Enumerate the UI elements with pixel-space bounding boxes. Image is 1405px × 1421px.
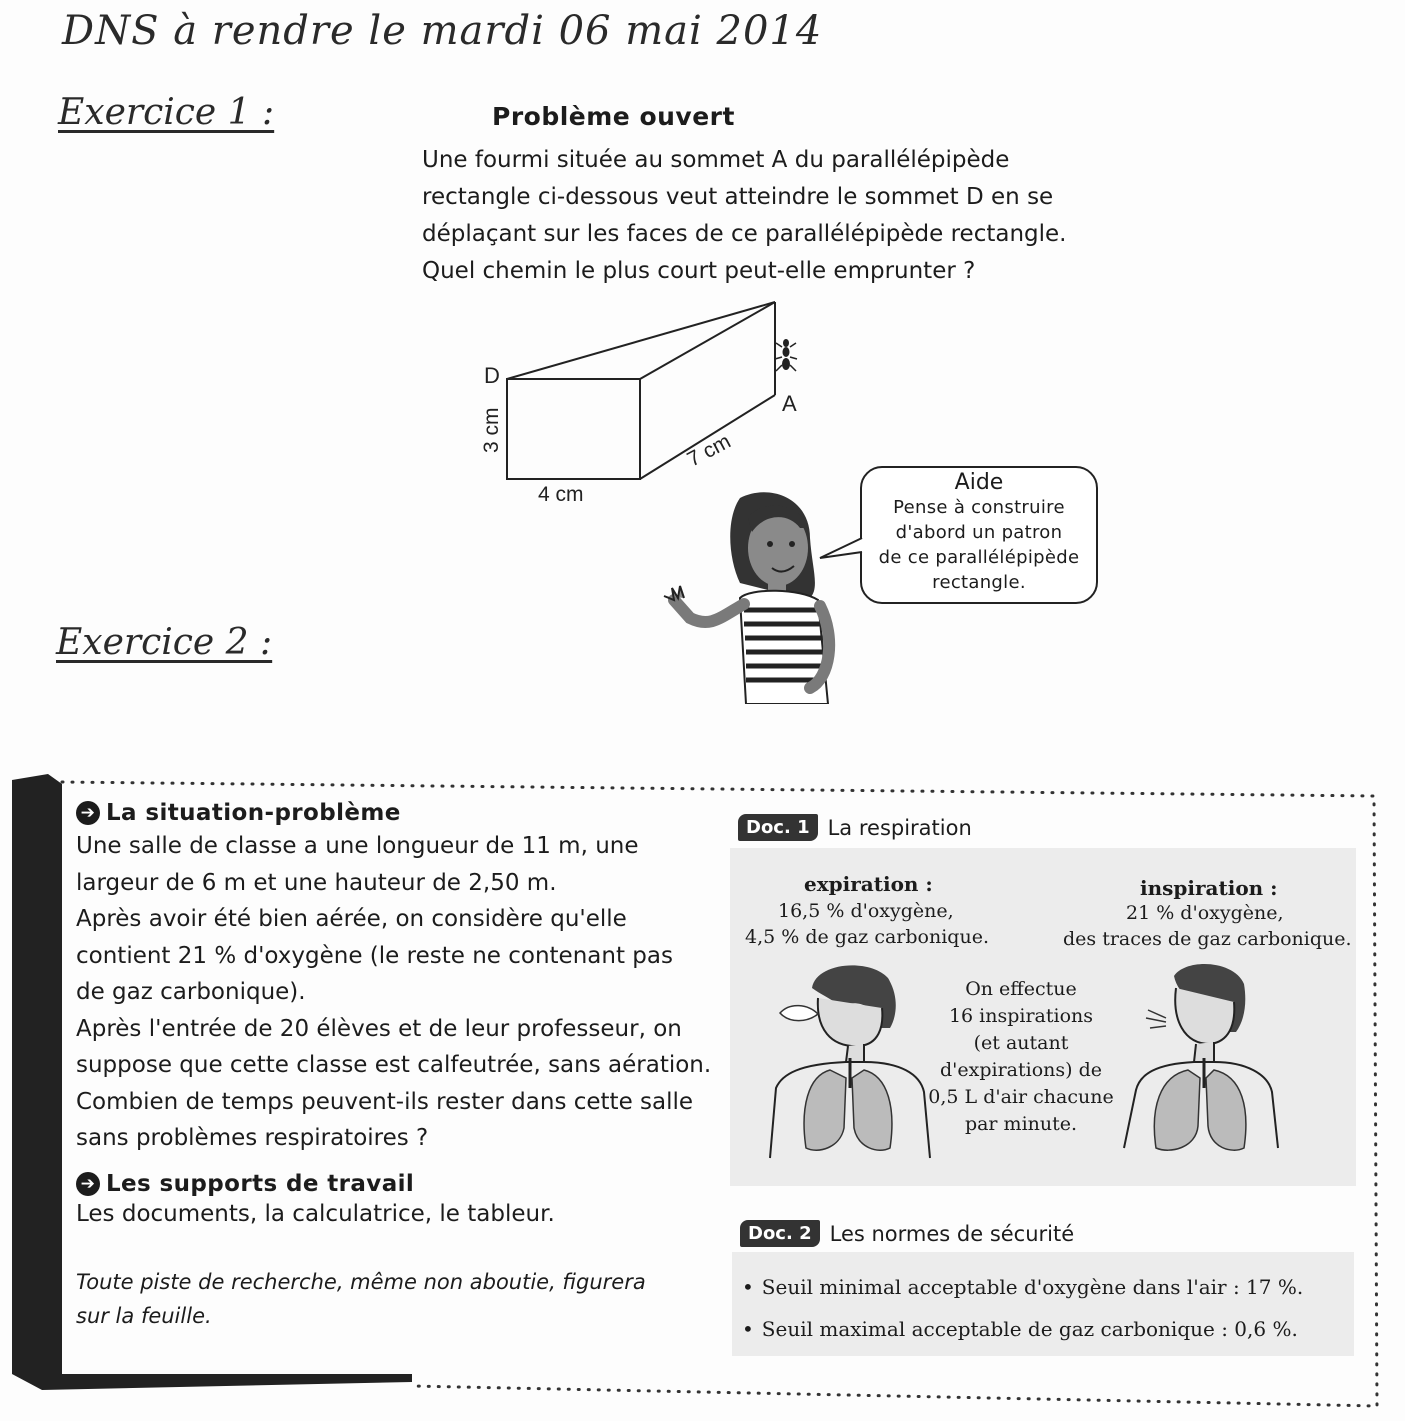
width-label: 4 cm bbox=[538, 483, 584, 506]
length-label: 7 cm bbox=[683, 429, 735, 472]
situation-line: Une salle de classe a une longueur de 11 m, une bbox=[76, 833, 639, 859]
vertex-a-label: A bbox=[782, 391, 797, 416]
vertex-d-label: D bbox=[484, 363, 500, 388]
supports-block bbox=[76, 1171, 716, 1227]
note-line: sur la feuille. bbox=[76, 1303, 212, 1328]
doc1-header bbox=[738, 814, 972, 841]
situation-line: Après avoir été bien aérée, on considère qu'elle bbox=[76, 906, 627, 932]
research-note bbox=[76, 1265, 716, 1333]
supports-heading bbox=[76, 1171, 716, 1197]
doc2-title: Les normes de sécurité bbox=[829, 1221, 1075, 1246]
arrow-right-icon: ➔ bbox=[76, 1172, 100, 1196]
supports-heading-label: Les supports de travail bbox=[106, 1170, 415, 1197]
exercise-1-statement bbox=[422, 142, 1082, 290]
height-label: 3 cm bbox=[480, 407, 503, 453]
safety-norm-item bbox=[742, 1317, 1298, 1341]
doc1-title: La respiration bbox=[827, 815, 972, 840]
doc2-header bbox=[740, 1220, 1074, 1247]
help-title: Aide bbox=[954, 470, 1004, 495]
safety-norm-text: Seuil minimal acceptable d'oxygène dans l'air : 17 %. bbox=[761, 1275, 1304, 1299]
inspiration-person-illustration bbox=[1116, 958, 1286, 1173]
situation-text bbox=[76, 828, 716, 1157]
help-line: rectangle. bbox=[932, 572, 1026, 593]
statement-line: rectangle ci-dessous veut atteindre le sommet D en se bbox=[422, 184, 1054, 210]
situation-line: contient 21 % d'oxygène (le reste ne contenant pas bbox=[76, 942, 673, 969]
help-line: d'abord un patron bbox=[895, 522, 1063, 543]
cuboid-figure bbox=[470, 295, 830, 515]
expiration-oxygen: 16,5 % d'oxygène, bbox=[778, 900, 954, 922]
supports-text: Les documents, la calculatrice, le tableur. bbox=[76, 1200, 555, 1227]
exercise-2-title: Exercice 2 : bbox=[56, 622, 273, 663]
note-line: Toute piste de recherche, même non aboutie, figurera bbox=[76, 1269, 646, 1294]
breathing-line: 16 inspirations bbox=[948, 1005, 1094, 1027]
help-line: Pense à construire bbox=[893, 497, 1065, 518]
bullet-icon: • bbox=[742, 1317, 754, 1341]
help-line: de ce parallélépipède bbox=[878, 547, 1080, 568]
bullet-icon: • bbox=[742, 1275, 754, 1299]
breathing-line: par minute. bbox=[964, 1113, 1078, 1135]
expiration-co2: 4,5 % de gaz carbonique. bbox=[745, 926, 989, 948]
help-text bbox=[862, 495, 1096, 595]
breathing-line: On effectue bbox=[965, 978, 1077, 1000]
document-title: DNS à rendre le mardi 06 mai 2014 bbox=[62, 8, 823, 54]
situation-column bbox=[76, 800, 716, 1333]
doc1-tag: Doc. 1 bbox=[738, 814, 818, 841]
help-speech-bubble bbox=[860, 466, 1098, 604]
inspiration-title: inspiration : bbox=[1140, 876, 1278, 900]
cuboid-bottom-edge bbox=[640, 395, 775, 479]
exercise-1-heading: Problème ouvert bbox=[492, 102, 735, 131]
statement-line: Une fourmi située au sommet A du parallélépipède bbox=[422, 147, 1010, 173]
expiration-title: expiration : bbox=[804, 872, 933, 896]
cuboid-front-face bbox=[507, 379, 640, 479]
breathing-line: d'expirations) de bbox=[940, 1059, 1102, 1081]
situation-line: Après l'entrée de 20 élèves et de leur professeur, on bbox=[76, 1015, 682, 1042]
situation-line: sans problèmes respiratoires ? bbox=[76, 1125, 429, 1151]
situation-heading-label: La situation-problème bbox=[106, 800, 401, 826]
safety-norm-text: Seuil maximal acceptable de gaz carbonique : 0,6 %. bbox=[761, 1317, 1298, 1341]
situation-heading bbox=[76, 800, 716, 826]
ant-icon bbox=[775, 339, 797, 371]
cuboid-top-right-edge bbox=[640, 302, 775, 379]
breathing-line: 0,5 L d'air chacune bbox=[928, 1086, 1114, 1108]
cuboid-top-left-edge bbox=[507, 302, 775, 379]
safety-norm-item bbox=[742, 1275, 1303, 1299]
situation-line: suppose que cette classe est calfeutrée, sans aération. bbox=[76, 1052, 712, 1078]
situation-line: Combien de temps peuvent-ils rester dans cette salle bbox=[76, 1088, 694, 1115]
inspiration-oxygen: 21 % d'oxygène, bbox=[1126, 902, 1284, 924]
girl-illustration bbox=[660, 488, 840, 704]
breathing-line: (et autant bbox=[973, 1032, 1069, 1054]
exercise-1-title: Exercice 1 : bbox=[58, 92, 275, 133]
situation-line: de gaz carbonique). bbox=[76, 979, 306, 1005]
situation-line: largeur de 6 m et une hauteur de 2,50 m. bbox=[76, 869, 557, 896]
statement-line: Quel chemin le plus court peut-elle emprunter ? bbox=[422, 258, 976, 284]
arrow-right-icon: ➔ bbox=[76, 801, 100, 825]
statement-line: déplaçant sur les faces de ce parallélépipède rectangle. bbox=[422, 221, 1067, 247]
breathing-rate-text bbox=[906, 976, 1136, 1138]
doc2-tag: Doc. 2 bbox=[740, 1220, 820, 1247]
inspiration-co2: des traces de gaz carbonique. bbox=[1063, 928, 1352, 950]
